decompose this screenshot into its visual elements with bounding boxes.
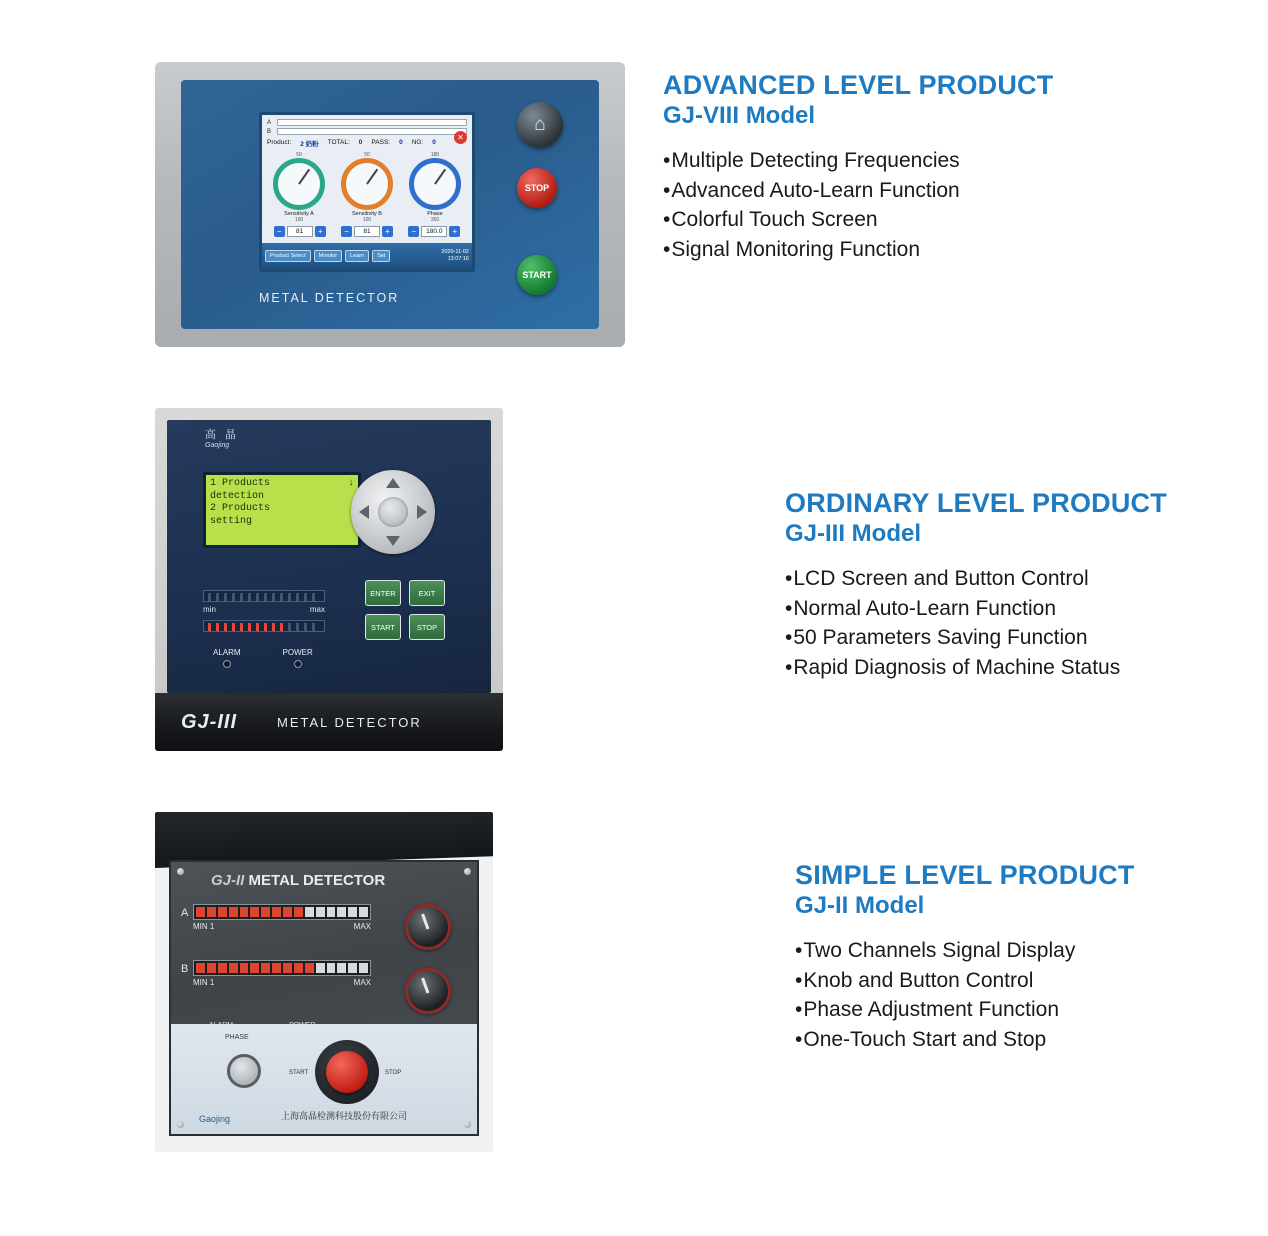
gj2-a-min: MIN 1 bbox=[193, 922, 215, 931]
feature-item: •Two Channels Signal Display bbox=[795, 938, 1076, 962]
gj8-channel-a-label: A bbox=[267, 119, 272, 126]
exit-button[interactable]: EXIT bbox=[409, 580, 445, 606]
gj8-touch-screen[interactable] bbox=[259, 112, 475, 272]
alarm-label: ALARM bbox=[213, 648, 241, 657]
gj8-control-panel bbox=[155, 62, 625, 347]
gj3-brand-en: Gaojing bbox=[205, 442, 230, 449]
stop-label: STOP bbox=[385, 1070, 402, 1076]
lcd-line: setting bbox=[210, 515, 253, 527]
feature-item: •50 Parameters Saving Function bbox=[785, 626, 1088, 650]
phase-label: PHASE bbox=[225, 1034, 249, 1041]
product-model-advanced: GJ-VIII Model bbox=[663, 101, 816, 129]
product-photo-gj2 bbox=[155, 812, 625, 1152]
gj2-model-label: GJ-II bbox=[211, 872, 245, 889]
gj3-bar-min: min bbox=[203, 605, 216, 614]
gauge-a-max: 100 bbox=[294, 217, 304, 223]
gauge-phase-dial bbox=[409, 158, 461, 210]
gj2-company-cn: 上海高晶检测科技股份有限公司 bbox=[281, 1111, 408, 1121]
product-title-advanced: ADVANCED LEVEL PRODUCT bbox=[663, 70, 1054, 100]
gj3-keypad bbox=[365, 580, 445, 640]
gj8-total-value: 0 bbox=[358, 139, 363, 146]
arrow-down-icon[interactable] bbox=[386, 536, 400, 546]
plus-icon[interactable]: + bbox=[315, 226, 326, 237]
gj8-product-label: Product: bbox=[267, 139, 292, 146]
feature-item: •Phase Adjustment Function bbox=[795, 998, 1060, 1022]
feature-text: Rapid Diagnosis of Machine Status bbox=[793, 656, 1121, 680]
gj3-control-panel bbox=[155, 408, 503, 751]
gj3-indicator-group bbox=[213, 648, 313, 668]
stop-button[interactable]: STOP bbox=[409, 614, 445, 640]
feature-item: •Rapid Diagnosis of Machine Status bbox=[785, 656, 1121, 680]
feature-item: •Colorful Touch Screen bbox=[663, 208, 878, 232]
product-photo-gj3 bbox=[155, 408, 625, 751]
gauge-phase-max: 350 bbox=[430, 217, 440, 223]
gj8-gauge-group bbox=[262, 150, 472, 223]
home-icon: ⌂ bbox=[534, 114, 546, 135]
stepper-b-value: 81 bbox=[354, 226, 380, 237]
gj8-datetime bbox=[441, 249, 469, 263]
gj8-product-value: 2 奶粉 bbox=[300, 141, 319, 148]
plus-icon[interactable]: + bbox=[449, 226, 460, 237]
gauge-phase-label: Phase bbox=[427, 211, 443, 217]
feature-text: Signal Monitoring Function bbox=[671, 238, 920, 262]
product-row-advanced bbox=[155, 62, 1053, 347]
feature-list-simple bbox=[795, 936, 1135, 1055]
start-button[interactable]: START bbox=[365, 614, 401, 640]
lcd-line: detection bbox=[210, 490, 265, 502]
button-monitor[interactable]: Monitor bbox=[314, 250, 342, 262]
feature-text: Two Channels Signal Display bbox=[803, 938, 1076, 962]
gj8-total-label: TOTAL: bbox=[327, 139, 350, 146]
arrow-up-icon[interactable] bbox=[386, 478, 400, 488]
feature-text: LCD Screen and Button Control bbox=[793, 566, 1089, 590]
minus-icon[interactable]: − bbox=[341, 226, 352, 237]
minus-icon[interactable]: − bbox=[274, 226, 285, 237]
stepper-a-value: 81 bbox=[287, 226, 313, 237]
feature-item: •Multiple Detecting Frequencies bbox=[663, 148, 960, 172]
gj3-nameplate bbox=[155, 693, 503, 751]
feature-item: •Knob and Button Control bbox=[795, 968, 1034, 992]
feature-item: •Normal Auto-Learn Function bbox=[785, 596, 1056, 620]
product-text-ordinary bbox=[785, 408, 1167, 683]
gauge-b-max: 100 bbox=[362, 217, 372, 223]
gauge-a-dial bbox=[273, 158, 325, 210]
scroll-down-icon: ↓ bbox=[347, 478, 354, 489]
gj3-bar-max: max bbox=[309, 605, 325, 614]
gj8-channel-a-row bbox=[267, 119, 467, 126]
product-photo-gj8 bbox=[155, 62, 625, 347]
gj3-signal-bar-top bbox=[203, 590, 325, 602]
gj8-channel-b-row bbox=[267, 128, 467, 135]
gj3-device-label: METAL DETECTOR bbox=[277, 714, 422, 730]
feature-list-ordinary bbox=[785, 564, 1167, 683]
gj2-b-max: MAX bbox=[353, 978, 371, 987]
gj2-a-max: MAX bbox=[353, 922, 371, 931]
feature-item: •LCD Screen and Button Control bbox=[785, 566, 1089, 590]
feature-item: •Advanced Auto-Learn Function bbox=[663, 178, 960, 202]
product-text-simple bbox=[795, 812, 1135, 1055]
arrow-left-icon[interactable] bbox=[359, 505, 369, 519]
gj3-bar-scale bbox=[203, 605, 325, 614]
power-label: POWER bbox=[282, 648, 313, 657]
minus-icon[interactable]: − bbox=[408, 226, 419, 237]
gauge-phase bbox=[404, 152, 466, 223]
feature-text: Normal Auto-Learn Function bbox=[793, 596, 1056, 620]
gj3-brand-cn: 高 晶 bbox=[205, 429, 240, 441]
power-indicator bbox=[283, 648, 313, 668]
gj8-time: 13:07:16 bbox=[447, 256, 469, 262]
gj8-channel-a-bar bbox=[277, 119, 467, 126]
enter-button[interactable]: ENTER bbox=[365, 580, 401, 606]
gj3-brand bbox=[205, 426, 239, 449]
stop-button[interactable]: STOP bbox=[517, 168, 557, 208]
gj2-channel-a-label: A bbox=[181, 907, 189, 919]
gj8-screen-footer bbox=[262, 243, 472, 269]
product-title-ordinary: ORDINARY LEVEL PRODUCT bbox=[785, 488, 1167, 518]
feature-item: •Signal Monitoring Function bbox=[663, 238, 920, 262]
lcd-line: 2 Products bbox=[210, 503, 271, 514]
feature-text: Advanced Auto-Learn Function bbox=[671, 178, 960, 202]
start-button[interactable]: START bbox=[517, 255, 557, 295]
gauge-a-label: Sensitivity A bbox=[284, 211, 314, 217]
gj8-value-steppers bbox=[262, 223, 472, 237]
stepper-phase-value: 180.0 bbox=[421, 226, 447, 237]
gj2-brand-en: Gaojing bbox=[199, 1114, 231, 1124]
button-set[interactable]: Set bbox=[372, 250, 390, 262]
feature-item: •One-Touch Start and Stop bbox=[795, 1028, 1047, 1052]
gj8-panel-face bbox=[181, 80, 599, 329]
feature-text: Colorful Touch Screen bbox=[671, 208, 878, 232]
lcd-line: 1 Products bbox=[210, 478, 271, 489]
gj3-model-label: GJ-III bbox=[181, 710, 238, 733]
feature-text: One-Touch Start and Stop bbox=[803, 1028, 1047, 1052]
feature-text: Multiple Detecting Frequencies bbox=[671, 148, 960, 172]
product-row-ordinary bbox=[155, 408, 1167, 751]
product-model-ordinary: GJ-III Model bbox=[785, 519, 922, 547]
gj8-pass-label: PASS: bbox=[371, 139, 391, 146]
product-model-simple: GJ-II Model bbox=[795, 891, 925, 919]
product-row-simple bbox=[155, 812, 1135, 1152]
gj2-control-panel bbox=[155, 812, 493, 1152]
gj8-screen-header bbox=[262, 115, 472, 142]
feature-text: Knob and Button Control bbox=[803, 968, 1034, 992]
gauge-sensitivity-b bbox=[336, 152, 398, 223]
dpad-control[interactable] bbox=[351, 470, 435, 554]
product-text-advanced bbox=[663, 62, 1053, 265]
gj8-ng-label: NG: bbox=[411, 139, 424, 146]
button-product-select[interactable]: Product Select bbox=[265, 250, 311, 262]
start-label: START bbox=[289, 1070, 309, 1076]
gauge-a-mid: 50 bbox=[296, 152, 302, 158]
stepper-sensitivity-a[interactable] bbox=[274, 226, 326, 237]
gj3-panel-face bbox=[167, 420, 491, 693]
gj8-channel-b-bar bbox=[277, 128, 467, 135]
gj8-status-row bbox=[262, 137, 472, 150]
gj8-ng-value: 0 bbox=[432, 139, 436, 146]
gauge-b-label: Sensitivity B bbox=[352, 211, 382, 217]
home-button[interactable] bbox=[517, 102, 563, 148]
arrow-right-icon[interactable] bbox=[417, 505, 427, 519]
gj8-channel-b-label: B bbox=[267, 128, 272, 135]
gj8-device-label: METAL DETECTOR bbox=[259, 291, 400, 305]
gj2-device-label: METAL DETECTOR bbox=[248, 872, 386, 889]
stepper-sensitivity-b[interactable] bbox=[341, 226, 393, 237]
close-icon[interactable]: ✕ bbox=[454, 131, 467, 144]
feature-list-advanced bbox=[663, 146, 1053, 265]
gj3-signal-bar-bottom bbox=[203, 620, 325, 632]
feature-text: Phase Adjustment Function bbox=[803, 998, 1060, 1022]
alarm-indicator bbox=[213, 648, 241, 668]
gj8-date: 2020-11-02 bbox=[441, 249, 469, 256]
feature-text: 50 Parameters Saving Function bbox=[793, 626, 1088, 650]
alarm-led-icon bbox=[223, 660, 231, 668]
gauge-phase-mid: 180 bbox=[430, 152, 440, 158]
gj2-b-min: MIN 1 bbox=[193, 978, 215, 987]
product-title-simple: SIMPLE LEVEL PRODUCT bbox=[795, 860, 1135, 890]
stepper-phase[interactable] bbox=[408, 226, 460, 237]
gj3-lcd-screen bbox=[203, 472, 361, 548]
gauge-sensitivity-a bbox=[268, 152, 330, 223]
gauge-b-dial bbox=[341, 158, 393, 210]
gj2-screws bbox=[155, 812, 493, 1152]
button-learn[interactable]: Learn bbox=[345, 250, 369, 262]
gj8-pass-value: 0 bbox=[399, 139, 403, 146]
gauge-b-mid: 50 bbox=[364, 152, 370, 158]
power-led-icon bbox=[294, 660, 302, 668]
plus-icon[interactable]: + bbox=[382, 226, 393, 237]
gj2-channel-b-label: B bbox=[181, 963, 189, 975]
